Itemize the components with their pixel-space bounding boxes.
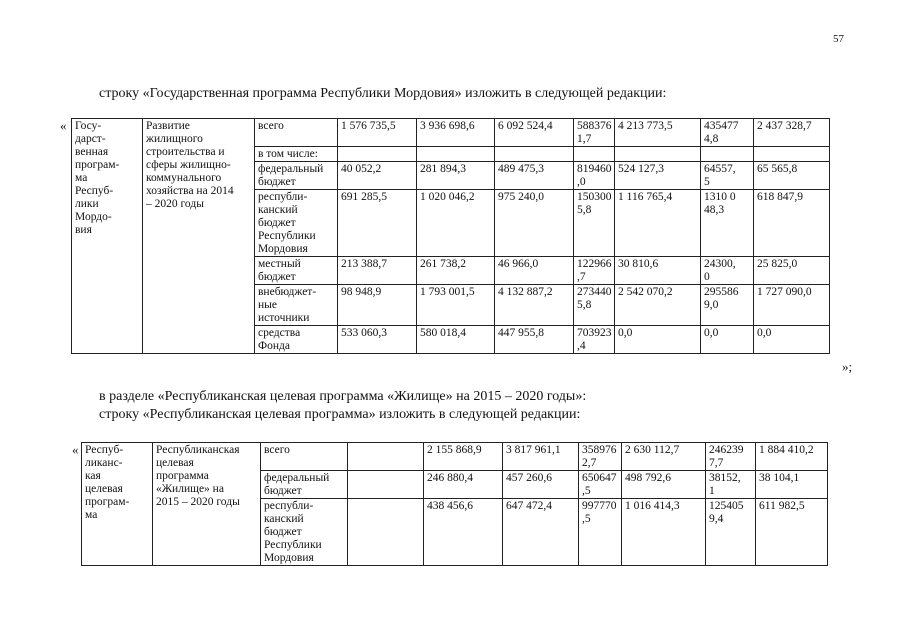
- value-cell: 4 132 887,2: [495, 285, 574, 326]
- row-label: республи- канский бюджет Республики Мордовия: [255, 190, 338, 257]
- value-cell: 3 817 961,1: [503, 443, 579, 471]
- value-cell: 1310 0 48,3: [701, 190, 754, 257]
- value-cell: 40 052,2: [338, 162, 417, 190]
- value-cell: [754, 147, 830, 162]
- value-cell: 295586 9,0: [701, 285, 754, 326]
- value-cell: 438 456,6: [424, 499, 503, 566]
- value-cell: 122966 ,7: [574, 257, 615, 285]
- row-label: в том числе:: [255, 147, 338, 162]
- value-cell: 975 240,0: [495, 190, 574, 257]
- value-cell: 2 155 868,9: [424, 443, 503, 471]
- row-label: всего: [255, 119, 338, 147]
- value-cell: [348, 499, 424, 566]
- program-table-1: [71, 118, 830, 354]
- value-cell: [701, 147, 754, 162]
- value-cell: 1 793 001,5: [417, 285, 495, 326]
- program-cell: Госу- дарст- венная програм- ма Респуб- лики Мордо- вия: [72, 119, 143, 354]
- value-cell: 618 847,9: [754, 190, 830, 257]
- value-cell: 38152, 1: [706, 471, 756, 499]
- table-row: [72, 119, 830, 147]
- subprogram-cell: Развитие жилищного строительства и сферы жилищно- коммунального хозяйства на 2014 – 2020 годы: [143, 119, 255, 354]
- value-cell: 261 738,2: [417, 257, 495, 285]
- value-cell: 25 825,0: [754, 257, 830, 285]
- value-cell: 650647 ,5: [579, 471, 622, 499]
- value-cell: 125405 9,4: [706, 499, 756, 566]
- value-cell: 30 810,6: [615, 257, 701, 285]
- row-label: федеральный бюджет: [261, 471, 348, 499]
- value-cell: 64557, 5: [701, 162, 754, 190]
- value-cell: 65 565,8: [754, 162, 830, 190]
- value-cell: 435477 4,8: [701, 119, 754, 147]
- value-cell: 997770 ,5: [579, 499, 622, 566]
- value-cell: 273440 5,8: [574, 285, 615, 326]
- row-label: местный бюджет: [255, 257, 338, 285]
- row-label: республи- канский бюджет Республики Мордовия: [261, 499, 348, 566]
- value-cell: 588376 1,7: [574, 119, 615, 147]
- value-cell: 447 955,8: [495, 326, 574, 354]
- value-cell: 1 016 414,3: [622, 499, 706, 566]
- value-cell: 38 104,1: [756, 471, 828, 499]
- value-cell: [348, 471, 424, 499]
- table-row: [82, 443, 828, 471]
- value-cell: 1 116 765,4: [615, 190, 701, 257]
- open-quote-2: «: [72, 442, 79, 457]
- value-cell: 611 982,5: [756, 499, 828, 566]
- row-label: всего: [261, 443, 348, 471]
- page-number: 57: [833, 33, 844, 45]
- value-cell: 1 576 735,5: [338, 119, 417, 147]
- value-cell: 2 542 070,2: [615, 285, 701, 326]
- value-cell: 533 060,3: [338, 326, 417, 354]
- row-label: внебюджет- ные источники: [255, 285, 338, 326]
- value-cell: 498 792,6: [622, 471, 706, 499]
- open-quote-1: «: [60, 118, 67, 133]
- row-label: средства Фонда: [255, 326, 338, 354]
- value-cell: 489 475,3: [495, 162, 574, 190]
- value-cell: 0,0: [701, 326, 754, 354]
- value-cell: 246239 7,7: [706, 443, 756, 471]
- program-cell: Респуб- ликанс- кая целевая програм- ма: [82, 443, 153, 566]
- intro-paragraph-1: строку «Государственная программа Республики Мордовия» изложить в следующей редакции:: [99, 86, 667, 101]
- intro-paragraph-3: строку «Республиканская целевая программа» изложить в следующей редакции:: [99, 407, 581, 422]
- intro-paragraph-2: в разделе «Республиканская целевая программа «Жилище» на 2015 – 2020 годы»:: [99, 389, 587, 404]
- value-cell: 6 092 524,4: [495, 119, 574, 147]
- value-cell: 281 894,3: [417, 162, 495, 190]
- value-cell: 24300, 0: [701, 257, 754, 285]
- value-cell: 647 472,4: [503, 499, 579, 566]
- close-quote: »;: [842, 359, 853, 374]
- value-cell: 0,0: [754, 326, 830, 354]
- value-cell: 0,0: [615, 326, 701, 354]
- value-cell: 213 388,7: [338, 257, 417, 285]
- value-cell: 691 285,5: [338, 190, 417, 257]
- program-table-2: [81, 442, 828, 566]
- value-cell: 150300 5,8: [574, 190, 615, 257]
- value-cell: 98 948,9: [338, 285, 417, 326]
- value-cell: [338, 147, 417, 162]
- value-cell: [495, 147, 574, 162]
- value-cell: [417, 147, 495, 162]
- value-cell: 1 727 090,0: [754, 285, 830, 326]
- subprogram-cell: Республиканская целевая программа «Жилище» на 2015 – 2020 годы: [153, 443, 261, 566]
- value-cell: 580 018,4: [417, 326, 495, 354]
- value-cell: [615, 147, 701, 162]
- value-cell: 4 213 773,5: [615, 119, 701, 147]
- value-cell: 2 630 112,7: [622, 443, 706, 471]
- value-cell: 1 884 410,2: [756, 443, 828, 471]
- value-cell: 3 936 698,6: [417, 119, 495, 147]
- value-cell: 46 966,0: [495, 257, 574, 285]
- row-label: федеральный бюджет: [255, 162, 338, 190]
- value-cell: 457 260,6: [503, 471, 579, 499]
- value-cell: 703923 ,4: [574, 326, 615, 354]
- value-cell: 358976 2,7: [579, 443, 622, 471]
- value-cell: 1 020 046,2: [417, 190, 495, 257]
- value-cell: 246 880,4: [424, 471, 503, 499]
- value-cell: 2 437 328,7: [754, 119, 830, 147]
- value-cell: 819460 ,0: [574, 162, 615, 190]
- value-cell: [348, 443, 424, 471]
- value-cell: 524 127,3: [615, 162, 701, 190]
- value-cell: [574, 147, 615, 162]
